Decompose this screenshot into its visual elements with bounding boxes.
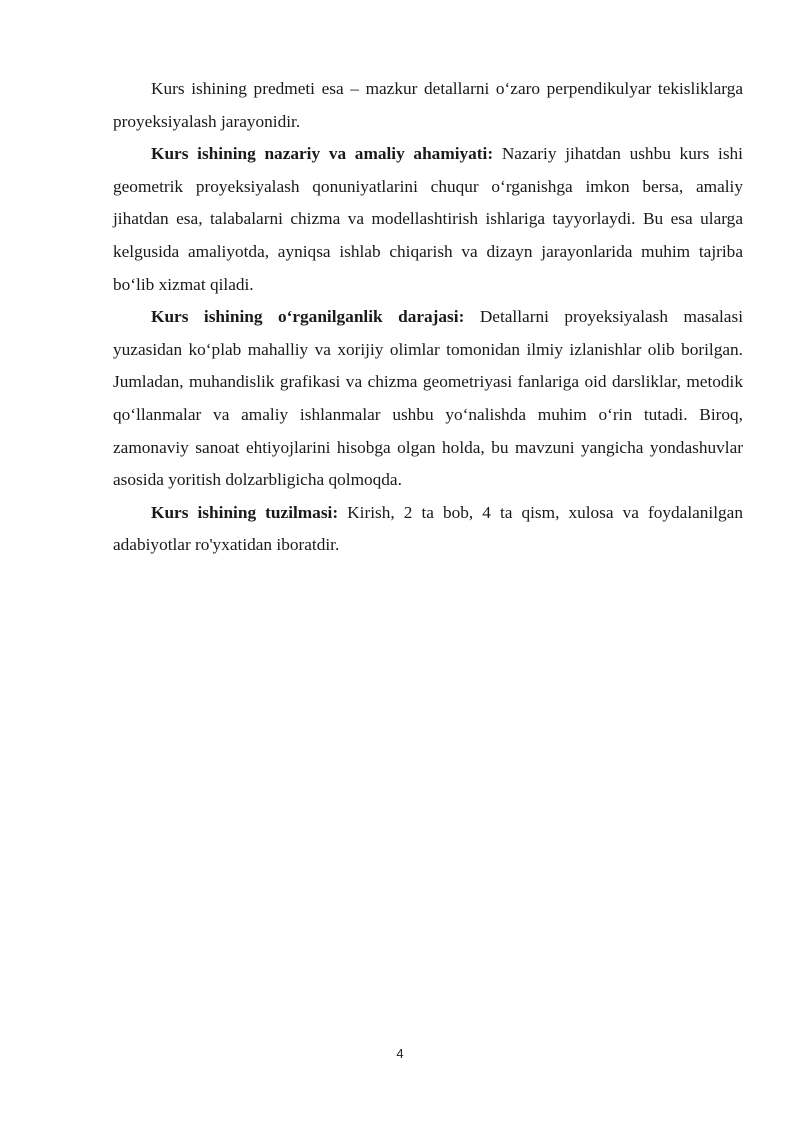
paragraph-significance	[113, 138, 743, 301]
paragraph-text: Detallarni proyeksiyalash masalasi yuzasidan ko‘plab mahalliy va xorijiy olimlar tomonidan ilmiy izlanishlar olib borilgan. Jumladan, muhandislik grafikasi va chizma geometriyasi fanlariga oid darsliklar, metodik qo‘llanmalar va amaliy ishlanmalar ushbu yo‘nalishda muhim o‘rin tutadi. Biroq, zamonaviy sanoat ehtiyojlarini hisobga olgan holda, bu mavzuni yangicha yondashuvlar asosida yoritish dolzarbligicha qolmoqda.	[113, 307, 743, 490]
page-number: 4	[396, 1046, 404, 1061]
paragraph-text: Nazariy jihatdan ushbu kurs ishi geometrik proyeksiyalash qonuniyatlarini chuqur o‘rganishga imkon bersa, amaliy jihatdan esa, talabalarni chizma va modellashtirish ishlariga tayyorlaydi. Bu esa ularga kelgusida amaliyotda, ayniqsa ishlab chiqarish va dizayn jarayonlarida muhim tajriba bo‘lib xizmat qiladi.	[113, 144, 743, 294]
paragraph-subject	[113, 73, 743, 138]
paragraph-structure	[113, 497, 743, 562]
paragraph-heading: Kurs ishining tuzilmasi:	[151, 502, 339, 522]
paragraph-research-level	[113, 301, 743, 497]
paragraph-heading: Kurs ishining nazariy va amaliy ahamiyati:	[151, 144, 494, 164]
paragraph-text: Kirish, 2 ta bob, 4 ta qism, xulosa va foydalanilgan adabiyotlar ro'yxatidan iboratdir.	[113, 502, 743, 555]
paragraph-heading: Kurs ishining o‘rganilganlik darajasi:	[151, 307, 465, 327]
paragraph-text: Kurs ishining predmeti esa – mazkur detallarni o‘zaro perpendikulyar tekisliklarga proyeksiyalash jarayonidir.	[113, 79, 743, 131]
document-body	[113, 73, 743, 562]
